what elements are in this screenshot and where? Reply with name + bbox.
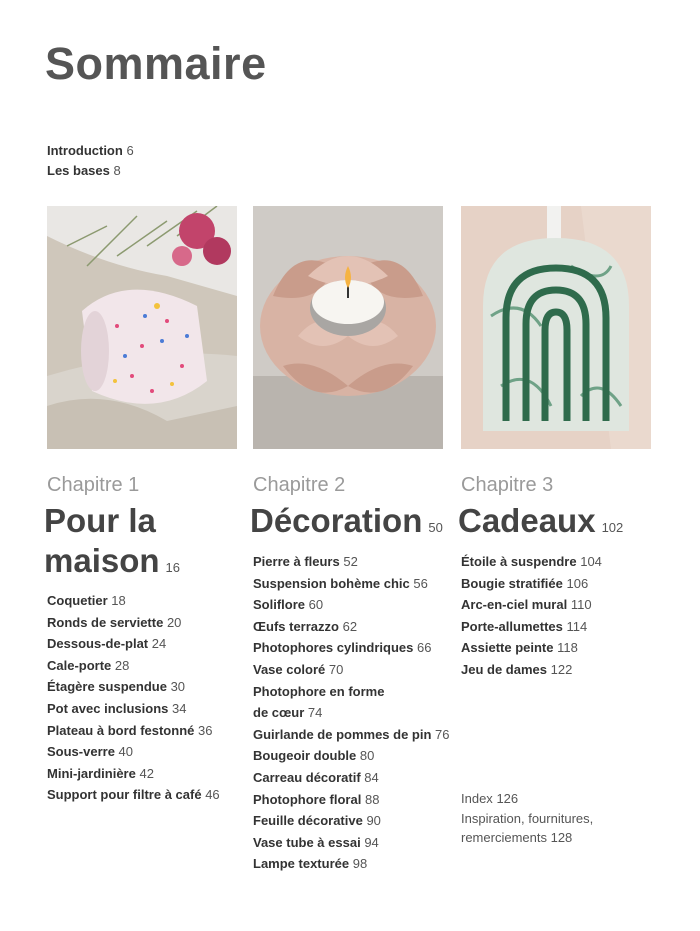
chapter-page: 16	[165, 560, 181, 575]
toc-entry-label: Photophores cylindriques	[253, 640, 414, 656]
toc-entry-label: Plateau à bord festonné	[47, 722, 195, 738]
toc-entry-page: 118	[557, 640, 578, 656]
toc-entry[interactable]	[253, 832, 458, 854]
toc-entry[interactable]	[253, 659, 458, 681]
chapter-title[interactable]	[250, 501, 458, 548]
chapter-label: Chapitre 3	[461, 474, 554, 496]
toc-entry[interactable]	[253, 767, 458, 789]
toc-entry-page: 128	[550, 830, 573, 845]
toc-entry[interactable]	[461, 551, 661, 573]
toc-entry-page: 40	[118, 744, 134, 760]
chapter-1-list	[47, 590, 247, 806]
toc-entry-page: 114	[566, 618, 588, 634]
toc-entry[interactable]	[253, 745, 458, 767]
toc-entry-label: Lampe texturée	[253, 856, 350, 872]
toc-entry-label: Pierre à fleurs	[253, 554, 340, 569]
toc-entry-label: Carreau décoratif	[253, 769, 361, 785]
toc-entry-page: 84	[364, 769, 379, 785]
chapter-title[interactable]	[44, 501, 247, 588]
toc-entry-page: 46	[205, 787, 220, 803]
chapter-title-text: Décoration	[250, 502, 423, 539]
toc-entry-label: Introduction	[47, 143, 123, 158]
toc-entry-page: 80	[359, 748, 375, 764]
toc-entry[interactable]	[47, 741, 247, 763]
toc-entry-introduction[interactable]	[47, 141, 134, 161]
toc-entry-label: Vase tube à essai	[253, 834, 361, 850]
toc-entry[interactable]	[47, 763, 247, 785]
toc-entry[interactable]	[47, 698, 247, 720]
toc-entry-label: Mini-jardinière	[47, 765, 136, 781]
toc-entry-page: 60	[308, 597, 324, 613]
toc-entry-label: Bougeoir double	[253, 748, 357, 764]
toc-entry-label: Dessous-de-plat	[47, 636, 149, 652]
toc-entry-label: Étoile à suspendre	[461, 554, 577, 569]
chapter-title-line1: Pour la	[44, 502, 156, 539]
toc-entry-label: Photophore en forme	[253, 683, 385, 699]
toc-entry-page: 56	[413, 575, 428, 591]
rainbow-ornament-photo	[461, 206, 651, 449]
toc-entry-page: 74	[307, 705, 323, 721]
toc-entry-label: Feuille décorative	[253, 813, 363, 829]
toc-entry-page: 98	[352, 856, 368, 872]
toc-entry-page: 70	[328, 661, 344, 677]
page-title: Sommaire	[45, 38, 267, 89]
napkin-ring-photo	[47, 206, 237, 449]
toc-entry-label: Porte-allumettes	[461, 618, 563, 634]
toc-entry[interactable]	[253, 724, 458, 746]
toc-entry[interactable]	[253, 594, 458, 616]
toc-entry-page: 88	[364, 791, 380, 807]
chapter-label: Chapitre 1	[47, 474, 140, 496]
toc-entry-page: 126	[496, 791, 519, 806]
toc-entry-page: 62	[342, 618, 358, 634]
toc-entry-label: Œufs terrazzo	[253, 618, 339, 634]
toc-entry-page: 34	[172, 700, 187, 716]
toc-entry-label: Guirlande de pommes de pin	[253, 726, 432, 742]
toc-entry-label: Arc-en-ciel mural	[461, 597, 568, 613]
toc-entry-page: 30	[170, 679, 186, 695]
toc-entry[interactable]	[47, 612, 247, 634]
toc-entry[interactable]	[253, 573, 458, 595]
toc-entry-page: 24	[151, 636, 167, 652]
toc-entry-page: 28	[114, 657, 130, 673]
toc-entry-remerciements[interactable]	[461, 828, 593, 848]
toc-entry[interactable]	[461, 573, 661, 595]
chapter-label: Chapitre 2	[253, 474, 346, 496]
chapter-2-list	[253, 551, 458, 875]
toc-entry-label: Les bases	[47, 163, 110, 178]
chapter-2-column	[250, 474, 458, 875]
toc-entry[interactable]	[47, 676, 247, 698]
chapter-3-list	[461, 551, 661, 681]
toc-entry-page: 122	[550, 661, 573, 677]
toc-entry-label: de cœur	[253, 705, 305, 721]
toc-entry-page: 6	[126, 143, 134, 158]
toc-entry[interactable]	[253, 637, 458, 659]
toc-entry-label: Vase coloré	[253, 661, 326, 677]
toc-entry[interactable]	[253, 810, 458, 832]
toc-entry[interactable]	[253, 551, 458, 573]
toc-entry[interactable]	[47, 633, 247, 655]
toc-entry-page: 52	[343, 554, 358, 569]
toc-entry-label: Index	[461, 791, 493, 806]
toc-entry-label: remerciements	[461, 830, 547, 845]
toc-entry[interactable]	[47, 655, 247, 677]
toc-entry-inspiration[interactable]	[461, 809, 593, 829]
toc-entry-label: Étagère suspendue	[47, 679, 167, 695]
toc-entry-page: 42	[139, 765, 154, 781]
toc-entry-page: 94	[364, 834, 379, 850]
intro-list	[47, 141, 134, 181]
toc-entry-label: Suspension bohème chic	[253, 575, 410, 591]
toc-entry-page: 76	[435, 726, 450, 742]
toc-entry-label: Assiette peinte	[461, 640, 554, 656]
toc-entry[interactable]	[253, 616, 458, 638]
toc-entry-page: 20	[166, 614, 182, 630]
chapter-title-line2: maison	[44, 542, 160, 579]
toc-entry-label: Cale-porte	[47, 657, 112, 673]
toc-entry[interactable]	[253, 681, 458, 703]
toc-entry[interactable]	[461, 659, 661, 681]
toc-entry-page: 66	[416, 640, 432, 656]
toc-entry-page: 8	[113, 163, 121, 178]
toc-entry-label: Photophore floral	[253, 791, 362, 807]
toc-entry[interactable]	[253, 702, 458, 724]
chapter-3-column	[458, 474, 661, 681]
toc-entry-label: Pot avec inclusions	[47, 700, 169, 716]
chapter-page: 102	[601, 520, 624, 535]
toc-entry[interactable]	[253, 789, 458, 811]
toc-entry-index[interactable]	[461, 789, 593, 809]
toc-entry-page: 18	[111, 593, 126, 608]
toc-entry[interactable]	[461, 616, 661, 638]
toc-entry-label: Ronds de serviette	[47, 614, 164, 630]
chapter-title[interactable]	[458, 501, 661, 548]
toc-entry-page: 104	[580, 554, 602, 569]
toc-entry-page: 36	[198, 722, 213, 738]
chapter-1-column	[44, 474, 247, 806]
toc-entry-page: 106	[566, 575, 589, 591]
toc-entry[interactable]	[47, 720, 247, 742]
candle-flower-photo	[253, 206, 443, 449]
chapter-title-text: Cadeaux	[458, 502, 596, 539]
toc-entry[interactable]	[47, 590, 247, 612]
toc-entry-label: Bougie stratifiée	[461, 575, 563, 591]
toc-entry-label: Sous-verre	[47, 744, 115, 760]
toc-entry-page: 110	[570, 597, 592, 613]
toc-entry[interactable]	[253, 853, 458, 875]
chapter-page: 50	[428, 520, 443, 535]
toc-entry-label: Jeu de dames	[461, 661, 547, 677]
toc-entry-page: 90	[366, 813, 381, 829]
toc-entry-label: Soliflore	[253, 597, 306, 613]
toc-entry[interactable]	[461, 594, 661, 616]
toc-entry[interactable]	[47, 784, 247, 806]
toc-entry[interactable]	[461, 637, 661, 659]
toc-entry-les-bases[interactable]	[47, 161, 134, 181]
toc-entry-label: Support pour filtre à café	[47, 787, 202, 803]
toc-entry-label: Inspiration, fournitures,	[461, 810, 594, 826]
extras-list	[461, 789, 593, 848]
toc-entry-label: Coquetier	[47, 593, 108, 608]
